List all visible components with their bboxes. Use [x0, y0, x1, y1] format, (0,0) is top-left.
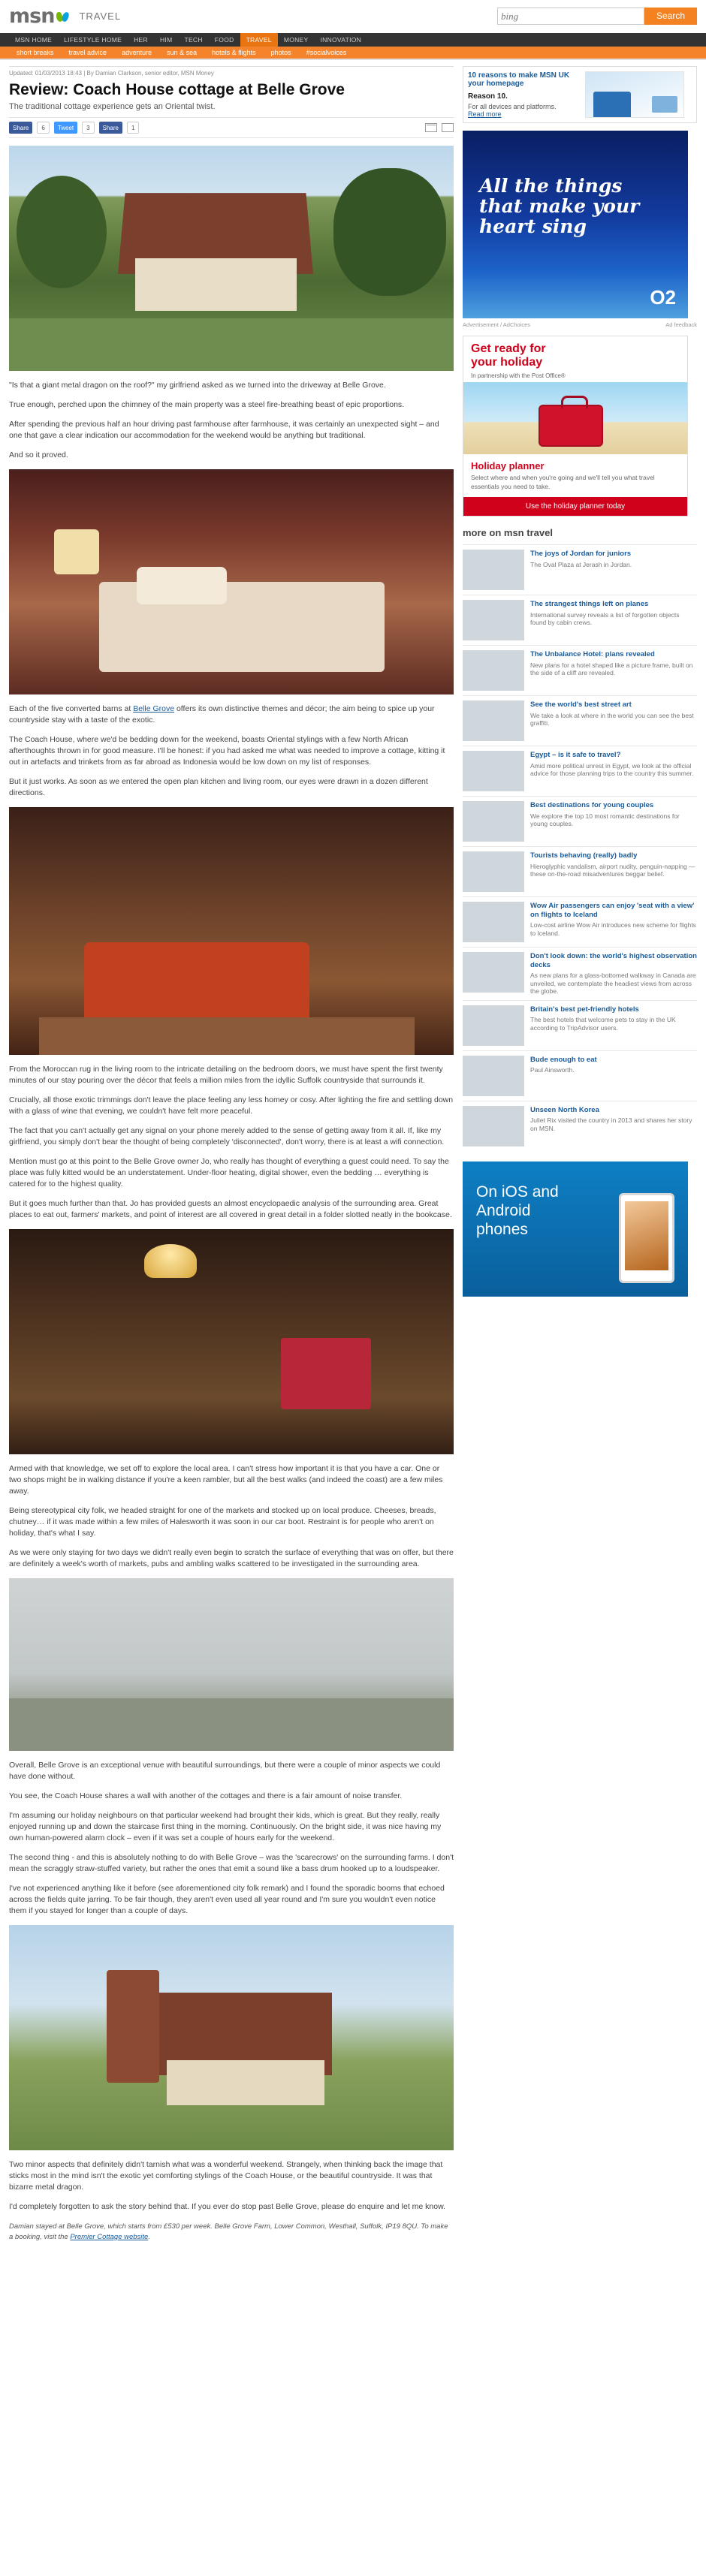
story-thumbnail — [463, 600, 524, 640]
primary-nav — [0, 33, 706, 47]
advertisement-label[interactable]: Advertisement / AdChoices — [463, 321, 531, 328]
nav-item-food[interactable]: FOOD — [214, 36, 234, 44]
article-paragraph: After spending the previous half an hour driving past farmhouse after farmhouse, it was certainly an unexpected sight – and one that gave a clear indication our accommodation for the weekend would be anything but traditional. — [9, 420, 439, 440]
story-thumbnail — [463, 700, 524, 741]
secondary-nav — [0, 47, 706, 60]
article-paragraph: Armed with that knowledge, we set off to explore the local area. I can't stress how important it is that you have a car. One or two shops might be in walking distance if you're a keen rambler, but all the best walks (and indeed the coast) are a few miles away. — [9, 1464, 443, 1496]
list-item[interactable] — [463, 896, 697, 947]
wall-shape — [135, 258, 297, 311]
story-thumbnail — [463, 751, 524, 791]
promo-title: Reason 10. — [468, 92, 508, 101]
story-text — [530, 700, 697, 741]
article-photo-1 — [9, 146, 454, 371]
list-item[interactable] — [463, 544, 697, 595]
article-photo-4 — [9, 1229, 454, 1454]
nav-item-innovation[interactable]: INNOVATION — [320, 36, 362, 44]
like-count: 1 — [127, 122, 139, 134]
homepage-promo[interactable] — [463, 66, 697, 123]
o2-logo: O2 — [650, 286, 676, 309]
story-text — [530, 1056, 697, 1096]
msn-logo-text: msn — [9, 5, 55, 28]
print-icon[interactable] — [442, 123, 454, 132]
list-item[interactable] — [463, 846, 697, 896]
signoff-text: Damian stayed at Belle Grove, which starts from £530 per week. Belle Grove Farm, Lower Common, Westhall, Suffolk, IP19 8QU. To make a booking, visit the — [9, 2222, 448, 2241]
article-photo-3 — [9, 807, 454, 1055]
holiday-ad-subtitle: In partnership with the Post Office® — [471, 372, 566, 379]
subnav-item-hotels-flights[interactable]: hotels & flights — [212, 49, 256, 56]
bedroom-image — [9, 469, 454, 694]
search-input[interactable] — [497, 8, 644, 25]
list-item[interactable] — [463, 746, 697, 796]
app-ad-copy — [476, 1183, 559, 1239]
search-area — [497, 8, 697, 25]
lamp-shape — [54, 529, 99, 574]
kitchen-image — [9, 1229, 454, 1454]
range-cooker-shape — [281, 1338, 371, 1409]
story-title[interactable]: See the world's best street art — [530, 700, 632, 709]
story-description: Paul Ainsworth. — [530, 1066, 575, 1074]
pendant-light-shape — [144, 1244, 197, 1278]
nav-item-money[interactable]: MONEY — [283, 36, 309, 44]
article-paragraph: Being stereotypical city folk, we headed straight for one of the markets and stocked up on local produce. Cheeses, breads, chutney… if it was made within a few miles of Halesworth it was soon in our car boot. Restraint is for people who aren't on holiday, that's what I say. — [9, 1506, 436, 1538]
story-title[interactable]: The strangest things left on planes — [530, 600, 649, 608]
suitcase-icon — [539, 405, 603, 447]
facebook-share-button[interactable]: Share — [9, 122, 32, 134]
holiday-ad-header — [463, 336, 687, 382]
holiday-planner-button[interactable]: Use the holiday planner today — [463, 497, 687, 516]
tweet-count: 3 — [82, 122, 94, 134]
site-header — [0, 0, 706, 33]
subnav-item-photos[interactable]: photos — [270, 49, 291, 56]
search-button[interactable]: Search — [644, 8, 697, 25]
list-item[interactable] — [463, 645, 697, 695]
article-meta: Updated: 01/03/2013 18:43 | By Damian Clarkson, senior editor, MSN Money — [9, 66, 454, 77]
tower-shape — [107, 1970, 159, 2083]
article-paragraph: You see, the Coach House shares a wall with another of the cottages and there is a fair amount of noise transfer. — [9, 1791, 403, 1800]
nav-item-travel[interactable]: TRAVEL — [240, 33, 278, 47]
story-description: The Oval Plaza at Jerash in Jordan. — [530, 560, 632, 568]
main-house-image — [9, 1925, 454, 2150]
story-title[interactable]: The Unbalance Hotel: plans revealed — [530, 650, 655, 658]
article-paragraph — [9, 704, 454, 726]
butterfly-icon — [56, 12, 68, 24]
nav-item-lifestyle-home[interactable]: LIFESTYLE HOME — [64, 36, 122, 44]
mobile-app-advertisement[interactable] — [463, 1161, 688, 1297]
story-thumbnail — [463, 1005, 524, 1046]
promo-text-block — [468, 71, 581, 118]
article-photo-2 — [9, 469, 454, 694]
article-column — [9, 66, 454, 2243]
app-ad-line2: Android — [476, 1201, 531, 1219]
living-room-image — [9, 807, 454, 1055]
ad-disclosure-row — [463, 321, 697, 328]
story-text — [530, 751, 697, 791]
article-paragraph: But it goes much further than that. Jo has provided guests an almost encyclopaedic analysis of the surrounding area. Great places to eat out, farmers' markets, and point of interest are all covered in great detail in a folder slotted neatly in the bookcase. — [9, 1199, 452, 1219]
story-title[interactable]: Best destinations for young couples — [530, 801, 654, 809]
article-paragraph: From the Moroccan rug in the living room to the intricate detailing on the bedroom doors, we must have spent the first twenty minutes of our stay pouring over the décor that feels a million miles from the idyllic Suffolk countryside that surrounds it. — [9, 1065, 443, 1085]
hill-shape — [9, 1698, 454, 1751]
premier-cottage-link[interactable]: Premier Cottage website — [70, 2233, 149, 2241]
tree-shape — [333, 168, 446, 296]
article-paragraph: True enough, perched upon the chimney of the main property was a steel fire-breathing beast of epic proportions. — [9, 400, 405, 409]
page-title: Review: Coach House cottage at Belle Grove — [9, 81, 345, 98]
subnav-item-short-breaks[interactable]: short breaks — [17, 49, 54, 56]
story-text — [530, 952, 697, 996]
story-thumbnail — [463, 650, 524, 691]
pond-shape — [9, 318, 454, 371]
story-thumbnail — [463, 550, 524, 590]
wall-shape — [167, 2060, 324, 2105]
msn-logo[interactable] — [9, 5, 68, 28]
story-thumbnail — [463, 1106, 524, 1146]
story-title[interactable]: The joys of Jordan for juniors — [530, 550, 632, 558]
subnav-item-sun-sea[interactable]: sun & sea — [167, 49, 198, 56]
app-ad-line3: phones — [476, 1220, 528, 1238]
story-thumbnail — [463, 902, 524, 942]
story-text — [530, 650, 697, 691]
list-item[interactable] — [463, 796, 697, 846]
misty-landscape-image — [9, 1578, 454, 1751]
list-item[interactable] — [463, 1101, 697, 1151]
list-item[interactable] — [463, 1050, 697, 1101]
story-thumbnail — [463, 1056, 524, 1096]
sofa-shape — [84, 942, 309, 1025]
promo-thumbnail — [585, 71, 684, 118]
story-title[interactable]: Don't look down: the world's highest observation decks — [530, 952, 697, 969]
story-description: Low-cost airline Wow Air introduces new scheme for flights to Iceland. — [530, 921, 696, 937]
holiday-planner-advertisement[interactable] — [463, 336, 688, 517]
story-description: Juliet Rix visited the country in 2013 and shares her story on MSN. — [530, 1116, 692, 1132]
rug-shape — [39, 1017, 415, 1055]
story-description: The best hotels that welcome pets to stay in the UK according to TripAdvisor users. — [530, 1016, 676, 1032]
tweet-button[interactable]: Tweet — [54, 122, 77, 134]
story-description: Hieroglyphic vandalism, airport nudity, penguin-napping — these on-the-road misadventures beggar belief. — [530, 862, 695, 878]
beach-illustration — [463, 382, 687, 454]
list-item[interactable] — [463, 947, 697, 1000]
section-title: TRAVEL — [79, 11, 122, 22]
story-description: Amid more political unrest in Egypt, we look at the official advice for those planning trips to the country this summer. — [530, 761, 694, 777]
list-item[interactable] — [463, 695, 697, 746]
article-signoff: Damian stayed at Belle Grove, which starts from £530 per week. Belle Grove Farm, Lower Common, Westhall, Suffolk, IP19 8QU. To make a booking, visit the Premier Cottage website. — [9, 2222, 448, 2241]
story-text — [530, 600, 697, 640]
story-title[interactable]: Unseen North Korea — [530, 1105, 599, 1114]
mail-icon[interactable] — [425, 123, 437, 132]
nav-item-msn-home[interactable]: MSN HOME — [15, 36, 53, 44]
cottage-exterior-image — [9, 146, 454, 371]
story-title[interactable]: Britain's best pet-friendly hotels — [530, 1005, 639, 1014]
story-title[interactable]: Bude enough to eat — [530, 1055, 597, 1064]
list-item[interactable] — [463, 1000, 697, 1050]
nav-item-him[interactable]: HIM — [159, 36, 173, 44]
story-text — [530, 1005, 697, 1046]
pillow-shape — [137, 567, 227, 604]
story-text — [530, 902, 697, 942]
sidebar-column — [463, 66, 697, 2243]
ad-feedback-label[interactable]: Ad feedback — [665, 321, 697, 328]
promo-read-more-link[interactable]: Read more — [468, 110, 502, 118]
story-text — [530, 550, 697, 590]
tree-shape — [17, 176, 107, 288]
paragraph-text-lead: Each of the five converted barns at — [9, 704, 134, 713]
paragraph-text-rest: offers its own distinctive themes and décor; the aim being to spice up your countryside stay with a taste of the exotic. — [9, 704, 435, 725]
facebook-share-count: 6 — [37, 122, 49, 134]
app-ad-line1: On iOS and — [476, 1183, 559, 1201]
holiday-ad-title-line1: Get ready for — [471, 342, 546, 355]
holiday-ad-title-line2: your holiday — [471, 356, 543, 369]
article-paragraph: I'd completely forgotten to ask the story behind that. If you ever do stop past Belle Grove, please do enquire and let me know. — [9, 2202, 446, 2211]
article-paragraph: Overall, Belle Grove is an exceptional venue with beautiful surroundings, but there were a couple of minor aspects we could have done without. — [9, 1761, 441, 1781]
story-description: We explore the top 10 most romantic destinations for young couples. — [530, 812, 680, 827]
article-paragraph: The Coach House, where we'd be bedding down for the weekend, boasts Oriental stylings with a few North African afterthoughts thrown in for good measure. I'll be honest: if you had asked me what was needed to improve a cottage, kitting it out in artefacts and trinkets from as far abroad as Indonesia would be low down on my list of responses. — [9, 735, 445, 767]
story-description: We take a look at where in the world you can see the best graffiti. — [530, 711, 694, 727]
phone-illustration — [619, 1193, 674, 1283]
holiday-planner-text: Select where and when you're going and we'll tell you what travel essentials you need to take. — [471, 474, 655, 490]
social-share-bar — [9, 117, 454, 138]
belle-grove-link[interactable]: Belle Grove — [133, 704, 175, 713]
story-title[interactable]: Egypt – is it safe to travel? — [530, 751, 621, 759]
story-text — [530, 851, 697, 892]
o2-ad-copy: All the things that make your heart sing — [479, 175, 640, 237]
promo-body: For all devices and platforms. — [468, 103, 557, 110]
story-title[interactable]: Wow Air passengers can enjoy 'seat with a view' on flights to Iceland — [530, 902, 695, 919]
article-paragraph: The second thing - and this is absolutely nothing to do with Belle Grove – was the 'scarecrows' on the surrounding farms. I don't mean the scraggly straw-stuffed variety, but rather the ones that emit a sound like a bass drum hooked up to a loudspeaker. — [9, 1853, 454, 1873]
article-paragraph: I've not experienced anything like it before (see aforementioned city folk remark) and I found the sporadic booms that echoed across the fields quite jarring. To be fair though, they aren't even used all year round and I'm sure you wouldn't even notice them if you stayed for longer than a couple of days. — [9, 1884, 445, 1915]
article-standfirst: The traditional cottage experience gets an Oriental twist. — [9, 102, 216, 111]
story-thumbnail — [463, 851, 524, 892]
nav-item-tech[interactable]: TECH — [184, 36, 203, 44]
facebook-like-button[interactable]: Share — [99, 122, 122, 134]
story-thumbnail — [463, 952, 524, 993]
article-paragraph: As we were only staying for two days we didn't really even begin to scratch the surface of everything that was on offer, but there are definitely a week's worth of markets, pubs and ambling walks scattered to be investigated in the surrounding area. — [9, 1548, 454, 1568]
article-paragraph: Two minor aspects that definitely didn't tarnish what was a wonderful weekend. Strangely, when thinking back the image that sticks most in the mind isn't the exotic yet comforting stylings of the Coach House, or the beautiful countryside. It was that bizarre metal dragon. — [9, 2160, 443, 2192]
story-thumbnail — [463, 801, 524, 842]
article-paragraph: Mention must go at this point to the Belle Grove owner Jo, who really has thought of everything a guest could need. To say the place was fully kitted would be an understatement. Under-floor heating, digital shower, even the bedding … everything is catered for to the highest quality. — [9, 1157, 449, 1189]
more-stories-heading: more on msn travel — [463, 527, 553, 538]
article-photo-5 — [9, 1578, 454, 1751]
article-paragraph: And so it proved. — [9, 450, 68, 459]
story-text — [530, 801, 697, 842]
article-paragraph: I'm assuming our holiday neighbours on that particular weekend had brought their kids, which is great. But they really, really enjoyed running up and down the staircase first thing in the morning. Continuously. On the bright side, it was nice having my own human-powered alarm clock – even if it was set a couple of hours early for the weekend. — [9, 1811, 442, 1842]
story-description: As new plans for a glass-bottomed walkway in Canada are unveiled, we contemplate the headiest views from across the globe. — [530, 972, 696, 995]
article-paragraph: Crucially, all those exotic trimmings don't leave the place feeling any less homey or cosy. After lighting the fire and settling down with a glass of wine that evening, we couldn't have felt more peaceful. — [9, 1095, 454, 1116]
list-item[interactable] — [463, 595, 697, 645]
subnav-item-socialvoices[interactable]: #socialvoices — [306, 49, 347, 56]
o2-advertisement[interactable] — [463, 131, 688, 318]
page-body — [0, 60, 706, 2243]
promo-heading: 10 reasons to make MSN UK your homepage — [468, 71, 570, 88]
holiday-planner-title: Holiday planner — [471, 460, 545, 472]
story-title[interactable]: Tourists behaving (really) badly — [530, 851, 638, 860]
story-description: International survey reveals a list of forgotten objects found by cabin crews. — [530, 610, 680, 626]
article-paragraph: But it just works. As soon as we entered the open plan kitchen and living room, our eyes were drawn in a dozen different directions. — [9, 777, 428, 797]
article-paragraph: The fact that you can't actually get any signal on your phone merely added to the sense of getting away from it all. If, like my girlfriend, you simply don't bear the thought of being completely 'disconnected', don't worry, there is at least a wifi connection. — [9, 1126, 445, 1146]
bing-logo: bing — [500, 10, 519, 22]
nav-item-her[interactable]: HER — [134, 36, 148, 44]
subnav-item-travel-advice[interactable]: travel advice — [68, 49, 107, 56]
story-text — [530, 1106, 697, 1146]
article-paragraph: "Is that a giant metal dragon on the roof?" my girlfriend asked as we turned into the driveway at Belle Grove. — [9, 381, 386, 390]
subnav-item-adventure[interactable]: adventure — [122, 49, 152, 56]
story-description: New plans for a hotel shaped like a picture frame, built on the side of a cliff are revealed. — [530, 661, 693, 676]
article-photo-6 — [9, 1925, 454, 2150]
